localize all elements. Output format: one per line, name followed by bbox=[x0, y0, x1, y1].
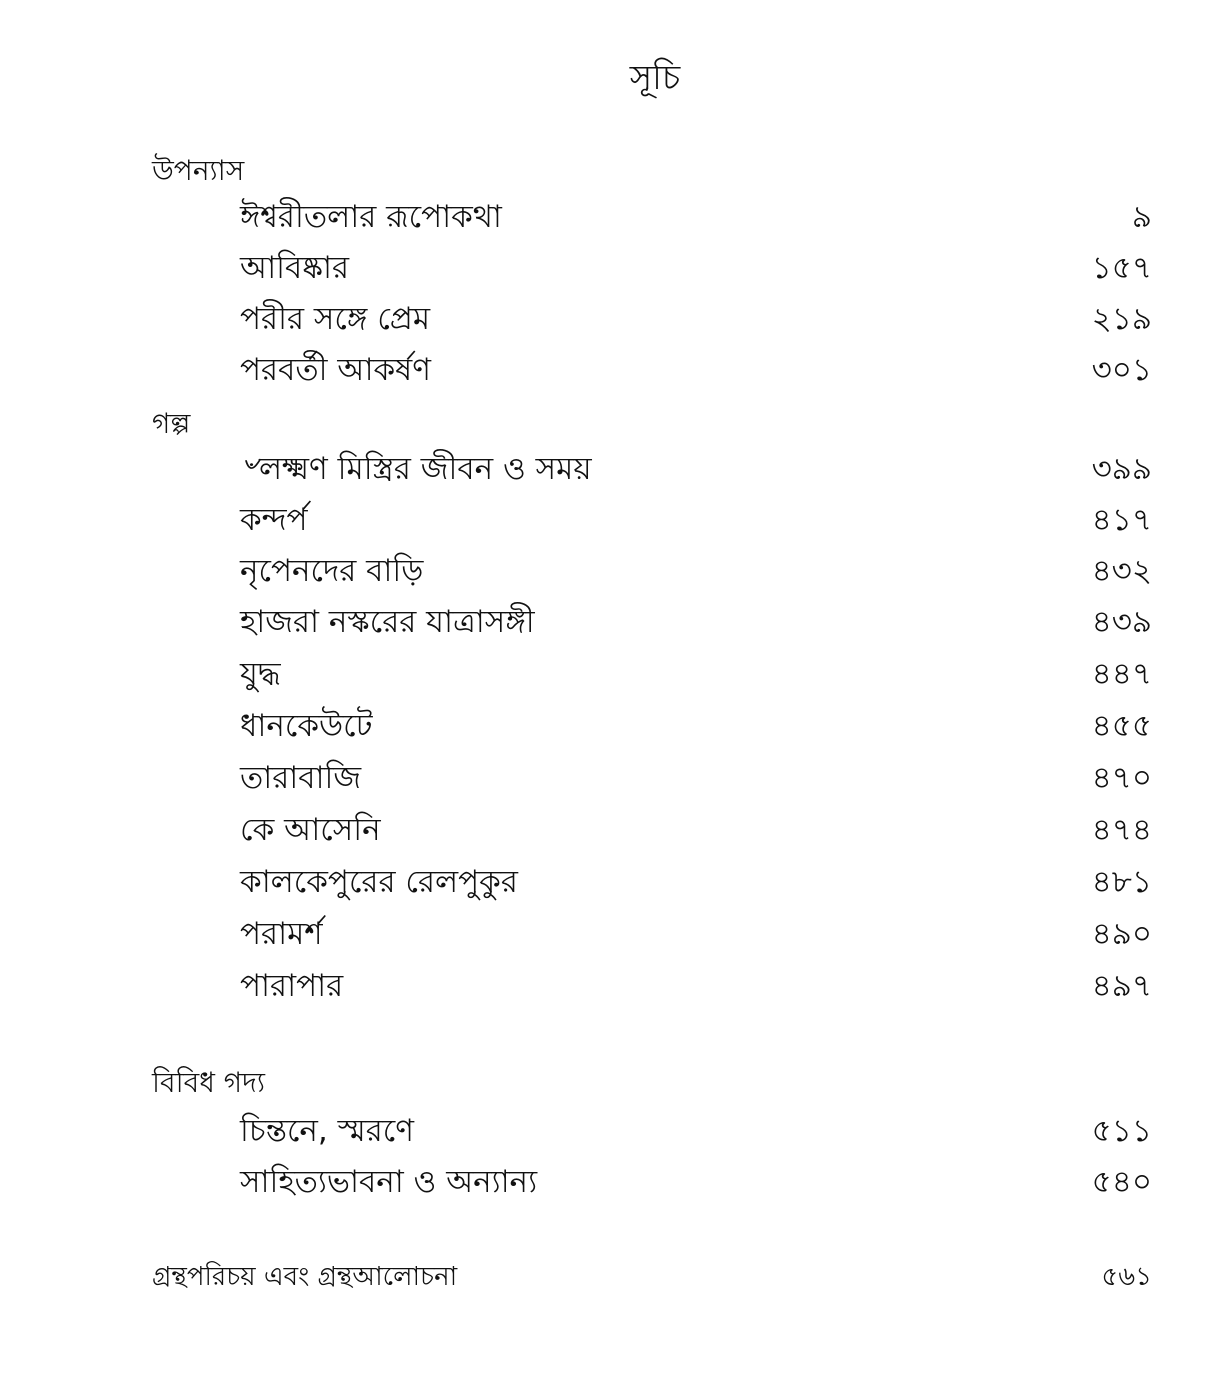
toc-entry-page: ৪৭০ bbox=[1091, 760, 1152, 796]
toc-entry[interactable] bbox=[240, 550, 1152, 592]
toc-entry-title: কালকেপুরের রেলপুকুর bbox=[240, 864, 518, 900]
toc-entry[interactable] bbox=[240, 861, 1152, 903]
toc-entry-page: ৪৯৭ bbox=[1091, 968, 1152, 1004]
toc-entry-title: যুদ্ধ bbox=[240, 656, 281, 692]
toc-entry-page: ২১৯ bbox=[1091, 301, 1152, 337]
toc-entry-page: ৯ bbox=[1131, 199, 1152, 235]
toc-entry-title: পরীর সঙ্গে প্রেম bbox=[240, 301, 431, 337]
toc-entry-title: আবিষ্কার bbox=[240, 250, 350, 286]
toc-entry-page: ৪৪৭ bbox=[1091, 656, 1152, 692]
toc-entry-title: গ্রন্থপরিচয় এবং গ্রন্থআলোচনা bbox=[152, 1262, 458, 1292]
toc-entry-title: সাহিত্যভাবনা ও অন্যান্য bbox=[240, 1164, 538, 1200]
toc-entry[interactable] bbox=[240, 1161, 1152, 1203]
section-heading-novels: উপন্যাস bbox=[152, 154, 245, 187]
toc-entry[interactable] bbox=[240, 499, 1152, 541]
toc-entry[interactable] bbox=[240, 705, 1152, 747]
toc-entry[interactable] bbox=[240, 757, 1152, 799]
toc-entry[interactable] bbox=[240, 653, 1152, 695]
toc-entry-page: ৫৬১ bbox=[1101, 1262, 1152, 1292]
toc-entry-page: ৪১৭ bbox=[1091, 502, 1152, 538]
toc-entry-title: তারাবাজি bbox=[240, 760, 362, 796]
toc-entry[interactable] bbox=[240, 298, 1152, 340]
toc-entry-title: চিন্তনে, স্মরণে bbox=[240, 1113, 414, 1149]
toc-entry-page: ৫১১ bbox=[1091, 1113, 1152, 1149]
toc-entry-page: ৩০১ bbox=[1091, 352, 1152, 388]
toc-entry[interactable] bbox=[240, 913, 1152, 955]
toc-entry-title: ধানকেউটে bbox=[240, 708, 373, 744]
toc-entry-page: ৪৭৪ bbox=[1091, 812, 1152, 848]
toc-entry-title: পরবর্তী আকর্ষণ bbox=[240, 352, 432, 388]
toc-entry-title: ঈশ্বরীতলার রূপোকথা bbox=[240, 199, 502, 235]
toc-entry[interactable] bbox=[240, 1110, 1152, 1152]
toc-entry-page: ৫৪০ bbox=[1091, 1164, 1152, 1200]
toc-entry-page: ৩৯৯ bbox=[1091, 451, 1152, 487]
page-title: সূচি bbox=[629, 58, 681, 98]
toc-entry-page: ৪৩২ bbox=[1091, 553, 1152, 589]
toc-entry-title: হাজরা নস্করের যাত্রাসঙ্গী bbox=[240, 604, 535, 640]
toc-entry-title: পরামর্শ bbox=[240, 916, 323, 952]
toc-entry-title: পারাপার bbox=[240, 968, 344, 1004]
toc-entry-page: ৪৫৫ bbox=[1091, 708, 1152, 744]
section-heading-misc-prose: বিবিধ গদ্য bbox=[152, 1066, 265, 1099]
section-heading-stories: গল্প bbox=[152, 407, 191, 440]
toc-entry-title: কে আসেনি bbox=[240, 812, 381, 848]
toc-entry[interactable] bbox=[240, 247, 1152, 289]
toc-entry-title: ৺লক্ষ্মণ মিস্ত্রির জীবন ও সময় bbox=[240, 451, 592, 487]
toc-entry[interactable] bbox=[240, 196, 1152, 238]
toc-entry[interactable] bbox=[240, 809, 1152, 851]
toc-entry-page: ১৫৭ bbox=[1091, 250, 1152, 286]
toc-entry[interactable] bbox=[240, 448, 1152, 490]
toc-entry-appendix[interactable] bbox=[152, 1257, 1152, 1297]
toc-entry-page: ৪৯০ bbox=[1091, 916, 1152, 952]
toc-entry-page: ৪৮১ bbox=[1091, 864, 1152, 900]
toc-entry-title: নৃপেনদের বাড়ি bbox=[240, 553, 424, 589]
toc-entry-page: ৪৩৯ bbox=[1091, 604, 1152, 640]
toc-entry[interactable] bbox=[240, 349, 1152, 391]
toc-entry[interactable] bbox=[240, 965, 1152, 1007]
toc-entry[interactable] bbox=[240, 601, 1152, 643]
toc-entry-title: কন্দর্প bbox=[240, 502, 308, 538]
